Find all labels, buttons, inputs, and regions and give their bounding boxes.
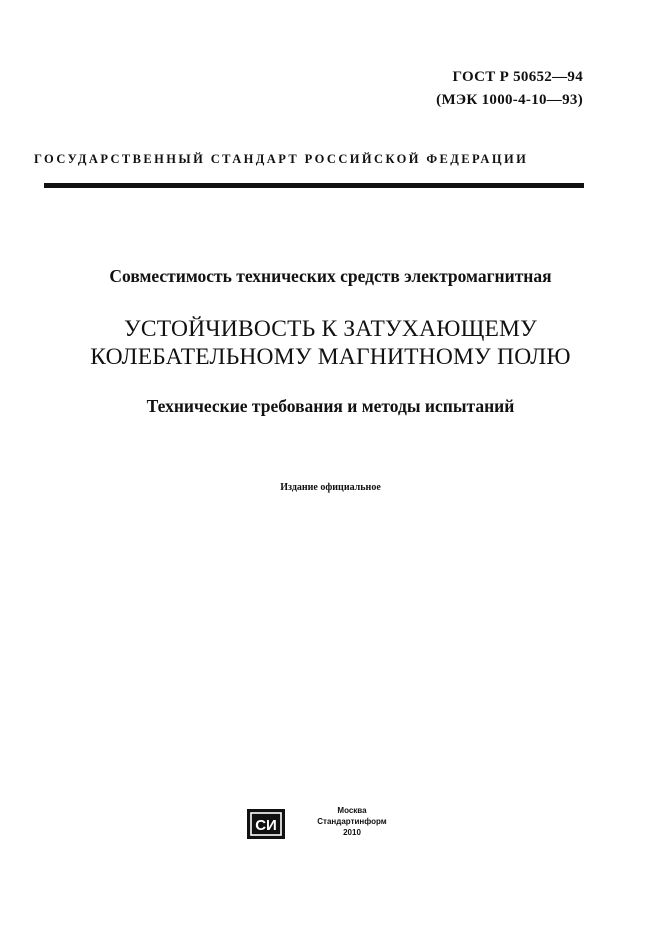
subject-heading: Совместимость технических средств электромагнитная [109, 266, 552, 286]
publisher-block [300, 805, 404, 838]
standartinform-logo-icon [247, 809, 285, 839]
publisher-year: 2010 [343, 828, 361, 837]
iec-equivalent: (МЭК 1000-4-10—93) [436, 92, 583, 108]
logo-text: СИ [255, 817, 277, 834]
main-title-line-2: КОЛЕБАТЕЛЬНОМУ МАГНИТНОМУ ПОЛЮ [90, 344, 571, 370]
main-title-line-1: УСТОЙЧИВОСТЬ К ЗАТУХАЮЩЕМУ [124, 316, 537, 342]
header-divider [44, 183, 584, 188]
state-standard-banner: ГОСУДАРСТВЕННЫЙ СТАНДАРТ РОССИЙСКОЙ ФЕДЕРАЦИИ [34, 152, 529, 166]
publisher-name: Стандартинформ [317, 817, 387, 826]
main-title [0, 315, 661, 371]
standard-number: ГОСТ Р 50652—94 [452, 69, 583, 85]
edition-label: Издание официальное [280, 482, 381, 493]
standard-code-block [436, 66, 583, 112]
subtitle: Технические требования и методы испытаний [146, 396, 515, 416]
publisher-city: Москва [337, 806, 367, 815]
